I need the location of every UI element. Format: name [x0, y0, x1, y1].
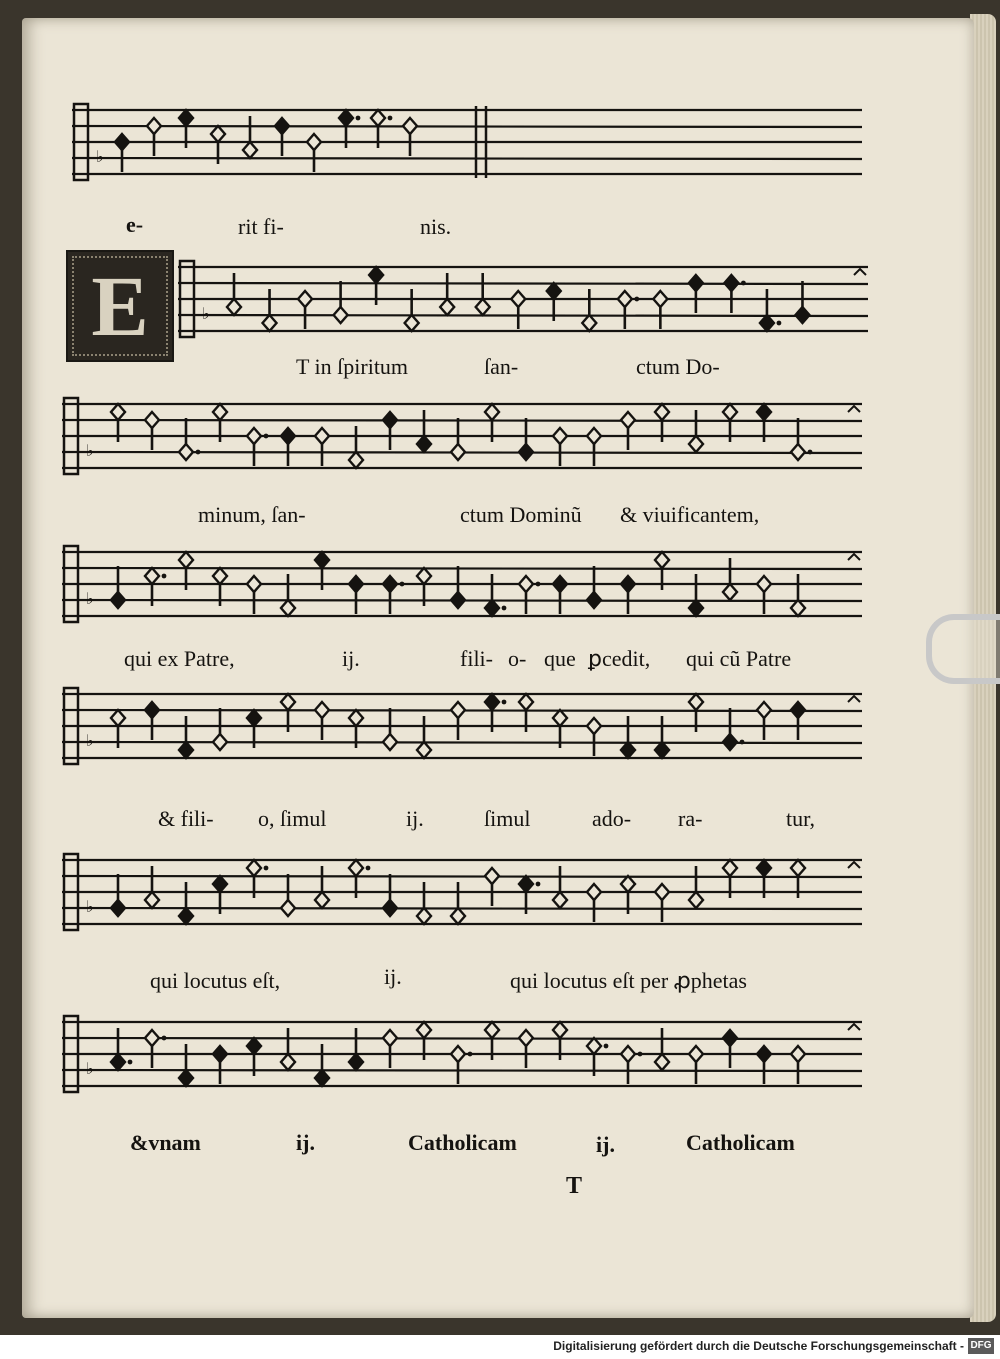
note: [689, 866, 703, 908]
note: [383, 576, 404, 614]
note: [179, 1044, 193, 1086]
note: [315, 428, 329, 466]
custos: [848, 406, 860, 412]
staff-line: [62, 420, 862, 421]
custos: [854, 269, 866, 275]
note: [791, 418, 812, 460]
lyric-syllable: ctum Do-: [636, 354, 720, 379]
lyric-syllable: rit fi-: [238, 214, 284, 239]
note: [383, 874, 397, 916]
note: [760, 289, 781, 331]
staff-line: [178, 315, 868, 316]
lyric-syllable: qui cũ Patre: [686, 646, 792, 671]
note: [451, 702, 465, 740]
custos: [848, 862, 860, 868]
decorated-initial: [66, 250, 174, 362]
note: [791, 574, 805, 616]
note: [689, 1046, 703, 1084]
note: [476, 273, 490, 315]
note: [349, 1028, 363, 1070]
custos: [848, 1024, 860, 1030]
flat-sign: ♭: [86, 1059, 94, 1078]
note: [440, 273, 454, 315]
staff-3: [62, 392, 862, 492]
note: [553, 866, 567, 908]
lyric-syllable: qui locutus eſt,: [150, 968, 281, 993]
note: [403, 118, 417, 156]
note: [281, 874, 295, 916]
footer: [0, 1335, 1000, 1359]
note: [519, 418, 533, 460]
lyric-syllable: o, ſimul: [258, 806, 327, 831]
note: [315, 866, 329, 908]
note: [451, 566, 465, 608]
staff-2: [178, 255, 868, 355]
note: [213, 708, 227, 750]
note: [553, 576, 567, 614]
lyric-syllable: qui ex Patre,: [124, 646, 235, 671]
note: [723, 1030, 737, 1068]
flat-sign: ♭: [86, 441, 94, 460]
note: [349, 426, 363, 468]
note: [145, 412, 159, 450]
note: [111, 874, 125, 916]
note: [213, 1046, 227, 1084]
note: [791, 1046, 805, 1084]
note: [653, 291, 667, 329]
note: [111, 1028, 132, 1070]
lyric-syllable: ſimul: [484, 806, 531, 831]
staff-1: [72, 98, 862, 198]
lyric-syllable: nis.: [420, 214, 452, 239]
note: [247, 428, 268, 466]
note: [275, 118, 289, 156]
lyric-syllable: que: [544, 646, 576, 671]
note: [757, 576, 771, 614]
note: [383, 412, 397, 450]
footer-credit: Digitalisierung gefördert durch die Deutsche Forschungsgemeinschaft -: [553, 1339, 964, 1353]
note: [243, 116, 257, 158]
lyric-syllable: ſan-: [484, 354, 519, 379]
note: [587, 428, 601, 466]
staff-line: [72, 126, 862, 127]
note: [757, 702, 771, 740]
note: [179, 418, 200, 460]
note: [417, 716, 431, 758]
custos: [848, 696, 860, 702]
flat-sign: ♭: [202, 304, 210, 323]
note: [145, 702, 159, 740]
note: [655, 1028, 669, 1070]
note: [451, 1046, 472, 1084]
note: [587, 566, 601, 608]
lyric-syllable: T in ſpiritum: [296, 354, 409, 379]
note: [417, 410, 431, 452]
initial-letter: E: [91, 258, 149, 354]
note: [451, 418, 465, 460]
note: [511, 291, 525, 329]
note: [724, 275, 745, 313]
catchword: T: [566, 1173, 583, 1199]
note: [315, 1044, 329, 1086]
note: [334, 281, 348, 323]
lyric-syllable: ra-: [678, 806, 703, 831]
dfg-logo: DFG: [968, 1338, 994, 1354]
note: [621, 716, 635, 758]
note: [795, 281, 809, 323]
lyric-syllable: Catholicam: [408, 1130, 517, 1155]
note: [553, 428, 567, 466]
lyric-syllable: ij.: [342, 646, 360, 671]
note: [115, 134, 129, 172]
note: [621, 412, 635, 450]
lyric-syllable: ꝑcedit,: [588, 646, 651, 671]
staff-line: [62, 1070, 862, 1071]
note: [145, 1030, 166, 1068]
note: [263, 289, 277, 331]
note: [655, 716, 669, 758]
note: [689, 410, 703, 452]
note: [519, 1030, 533, 1068]
note: [247, 576, 261, 614]
note: [618, 291, 639, 329]
note: [451, 882, 465, 924]
lyric-syllable: tur,: [786, 806, 816, 831]
flat-sign: ♭: [86, 589, 94, 608]
note: [417, 882, 431, 924]
note: [227, 273, 241, 315]
note: [582, 289, 596, 331]
note: [723, 558, 737, 600]
note: [349, 576, 363, 614]
lyric-syllable: Catholicam: [686, 1130, 795, 1155]
lyric-syllable: & fili-: [158, 806, 214, 831]
staff-6: [62, 848, 862, 948]
flat-sign: ♭: [96, 147, 104, 166]
custos: [848, 554, 860, 560]
note: [179, 882, 193, 924]
note: [587, 884, 601, 922]
lyric-syllable: ij.: [384, 964, 402, 989]
staff-line: [62, 568, 862, 569]
note: [179, 716, 193, 758]
lyric-syllable: e-: [126, 212, 144, 237]
flat-sign: ♭: [86, 731, 94, 750]
note: [723, 708, 744, 750]
lyric-syllable: &vnam: [130, 1130, 201, 1155]
note: [485, 574, 506, 616]
staff-line: [62, 1038, 862, 1039]
note: [281, 1028, 295, 1070]
note: [298, 291, 312, 329]
note: [111, 566, 125, 608]
staff-4: [62, 540, 862, 640]
staff-line: [72, 158, 862, 159]
lyric-syllable: ij.: [406, 806, 424, 831]
note: [689, 574, 703, 616]
note: [281, 574, 295, 616]
lyric-syllable: & viuificantem,: [620, 502, 760, 527]
note: [519, 576, 540, 614]
note: [655, 884, 669, 922]
note: [757, 1046, 771, 1084]
lyric-syllable: ctum Dominũ: [460, 502, 582, 527]
lyric-syllable: ij.: [596, 1132, 615, 1157]
note: [621, 576, 635, 614]
note: [621, 1046, 642, 1084]
staff-5: [62, 682, 862, 782]
staff-line: [62, 876, 862, 877]
lyric-syllable: ado-: [592, 806, 632, 831]
note: [307, 134, 321, 172]
staff-line: [62, 908, 862, 909]
note: [383, 1030, 397, 1068]
note: [689, 275, 703, 313]
staff-line: [178, 283, 868, 284]
note: [383, 708, 397, 750]
flat-sign: ♭: [86, 897, 94, 916]
note: [791, 702, 805, 740]
lyric-syllable: minum, ſan-: [198, 502, 306, 527]
note: [405, 289, 419, 331]
note: [145, 866, 159, 908]
note: [485, 868, 499, 906]
lyric-syllable: ij.: [296, 1130, 315, 1155]
note: [281, 428, 295, 466]
note: [147, 118, 161, 156]
note: [587, 718, 601, 756]
lyric-syllable: o-: [508, 646, 527, 671]
lyric-syllable: fili-: [460, 646, 493, 671]
page-clamp: [926, 614, 1000, 684]
staff-7: [62, 1010, 862, 1110]
note: [315, 702, 329, 740]
lyric-syllable: qui locutus eſt per ꝓphetas: [510, 968, 747, 993]
